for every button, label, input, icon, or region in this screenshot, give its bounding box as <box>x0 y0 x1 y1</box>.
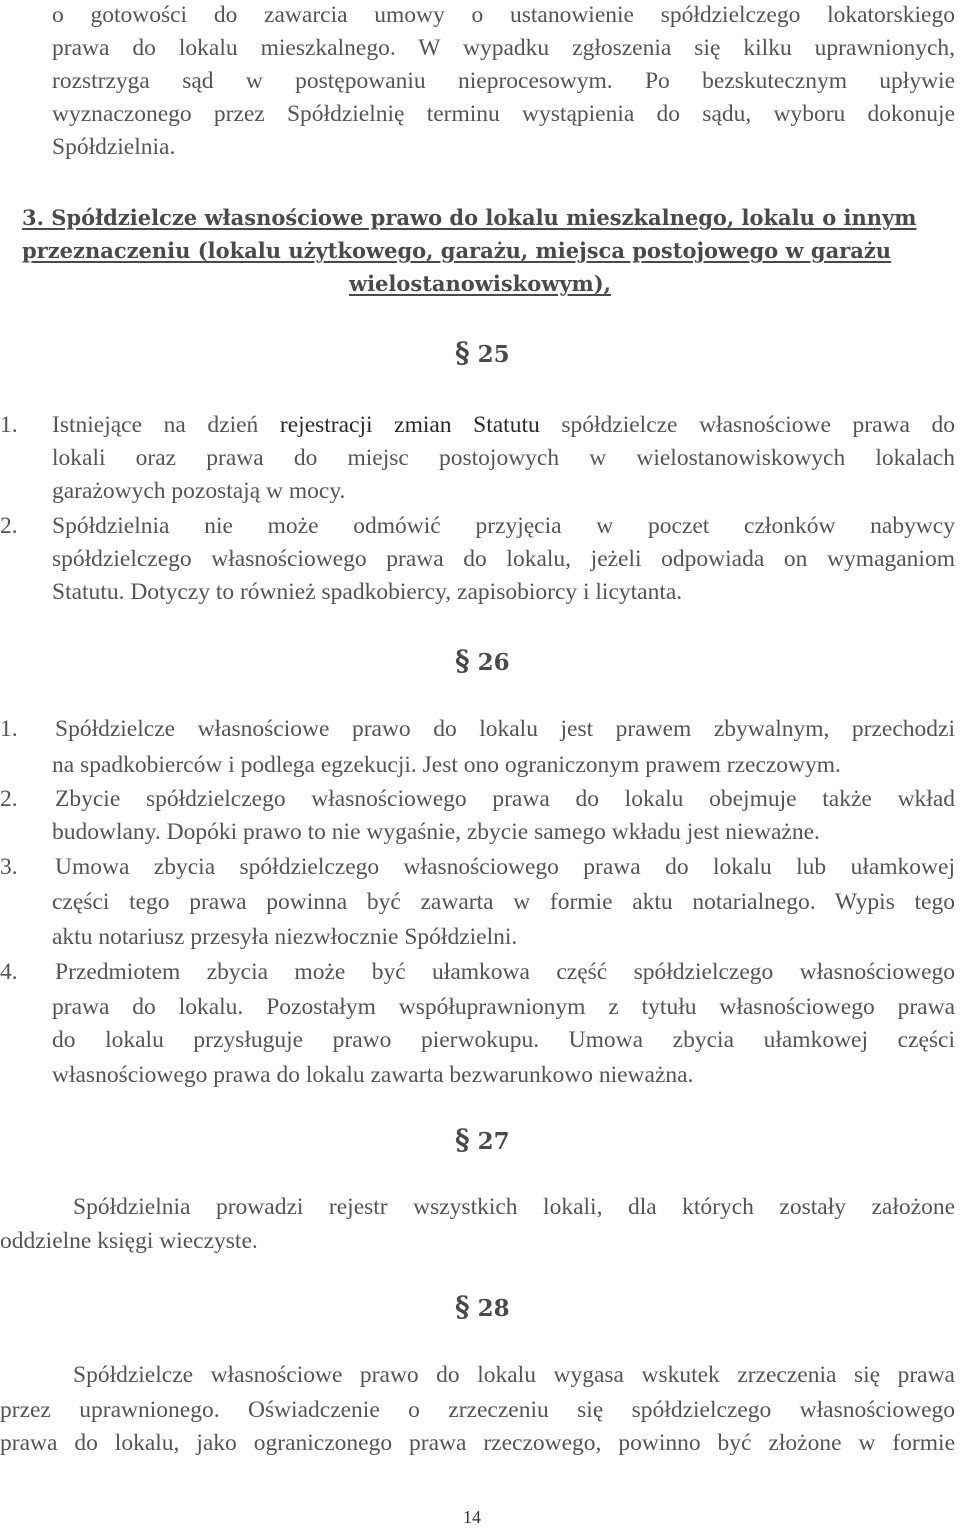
item-line: lokali oraz prawa do miejsc postojowych w wielostanowiskowych lokalach <box>52 445 955 471</box>
item-line: części tego prawa powinna być zawarta w formie aktu notarialnego. Wypis tego <box>52 889 955 915</box>
item-text: Istniejące na dzień <box>52 412 280 438</box>
intro-line-5: Spółdzielnia. <box>52 134 176 160</box>
intro-line-3: rozstrzyga sąd w postępowaniu nieprocesowym. Po bezskutecznym upływie <box>52 68 955 94</box>
intro-line-2: prawa do lokalu mieszkalnego. W wypadku zgłoszenia się kilku uprawnionych, <box>52 35 955 61</box>
highlighted-text: rejestracji zmian Statutu <box>279 412 540 438</box>
section-sign: § <box>455 1290 470 1323</box>
item-number: 2. <box>0 786 18 812</box>
item-first-line: Spółdzielcze własnościowe prawo do lokalu jest prawem zbywalnym, przechodzi <box>55 716 955 742</box>
item-number: 1. <box>0 412 18 438</box>
paragraph-number: 26 <box>477 649 510 676</box>
item-line: spółdzielczego własnościowego prawa do lokalu, jeżeli odpowiada on wymaganiom <box>52 546 955 572</box>
body-line: Spółdzielnia prowadzi rejestr wszystkich lokali, dla których zostały założone <box>73 1194 955 1220</box>
section-3-heading-line-1: 3. Spółdzielcze własnościowe prawo do lokalu mieszkalnego, lokalu o innym <box>22 205 917 230</box>
item-number: 2. <box>0 513 18 539</box>
item-first-line: Umowa zbycia spółdzielczego własnościowego prawa do lokalu lub ułamkowej <box>55 854 955 880</box>
paragraph-number: 28 <box>477 1295 510 1322</box>
body-line: przez uprawnionego. Oświadczenie o zrzeczeniu się spółdzielczego własnościowego <box>0 1397 955 1423</box>
intro-line-1: o gotowości do zawarcia umowy o ustanowienie spółdzielczego lokatorskiego <box>52 2 955 28</box>
item-first-line: Spółdzielnia nie może odmówić przyjęcia w poczet członków nabywcy <box>52 513 955 539</box>
body-line: oddzielne księgi wieczyste. <box>0 1228 258 1254</box>
body-line: Spółdzielcze własnościowe prawo do lokalu wygasa wskutek zrzeczenia się prawa <box>73 1362 955 1388</box>
paragraph-number: 27 <box>477 1128 510 1155</box>
item-line: do lokalu przysługuje prawo pierwokupu. Umowa zbycia ułamkowej części <box>52 1027 955 1053</box>
section-3-heading-line-2: przeznaczeniu (lokalu użytkowego, garażu, miejsca postojowego w garażu <box>22 238 892 263</box>
item-first-line: Zbycie spółdzielczego własnościowego prawa do lokalu obejmuje także wkład <box>55 786 955 812</box>
paragraph-number: 25 <box>477 341 510 368</box>
body-line: prawa do lokalu, jako ograniczonego prawa rzeczowego, powinno być złożone w formie <box>0 1430 955 1456</box>
item-number: 4. <box>0 959 18 985</box>
section-3-heading-line-3: wielostanowiskowym), <box>349 271 611 296</box>
section-sign: § <box>455 1123 470 1156</box>
section-sign: § <box>455 644 470 677</box>
paragraph-25-heading <box>455 338 510 370</box>
item-line: aktu notariusz przesyła niezwłocznie Spółdzielni. <box>52 924 518 950</box>
item-line: budowlany. Dopóki prawo to nie wygaśnie, zbycie samego wkładu jest nieważne. <box>52 819 820 845</box>
paragraph-26-heading <box>455 646 510 678</box>
item-line: na spadkobierców i podlega egzekucji. Jest ono ograniczonym prawem rzeczowym. <box>52 752 841 778</box>
item-line: Statutu. Dotyczy to również spadkobiercy, zapisobiorcy i licytanta. <box>52 579 683 605</box>
item-line: własnościowego prawa do lokalu zawarta bezwarunkowo nieważna. <box>52 1062 694 1088</box>
item-first-line: Przedmiotem zbycia może być ułamkowa część spółdzielczego własnościowego <box>55 959 955 985</box>
item-line: prawa do lokalu. Pozostałym współuprawnionym z tytułu własnościowego prawa <box>52 994 955 1020</box>
page-number: 14 <box>463 1507 481 1527</box>
item-line: garażowych pozostają w mocy. <box>52 478 346 504</box>
item-text: spółdzielcze własnościowe prawa do <box>539 412 956 438</box>
item-number: 3. <box>0 854 18 880</box>
section-sign: § <box>455 336 470 369</box>
item-first-line <box>52 410 955 440</box>
item-number: 1. <box>0 716 18 742</box>
paragraph-28-heading <box>455 1292 510 1324</box>
intro-line-4: wyznaczonego przez Spółdzielnię terminu wystąpienia do sądu, wyboru dokonuje <box>52 101 955 127</box>
paragraph-27-heading <box>455 1125 510 1157</box>
